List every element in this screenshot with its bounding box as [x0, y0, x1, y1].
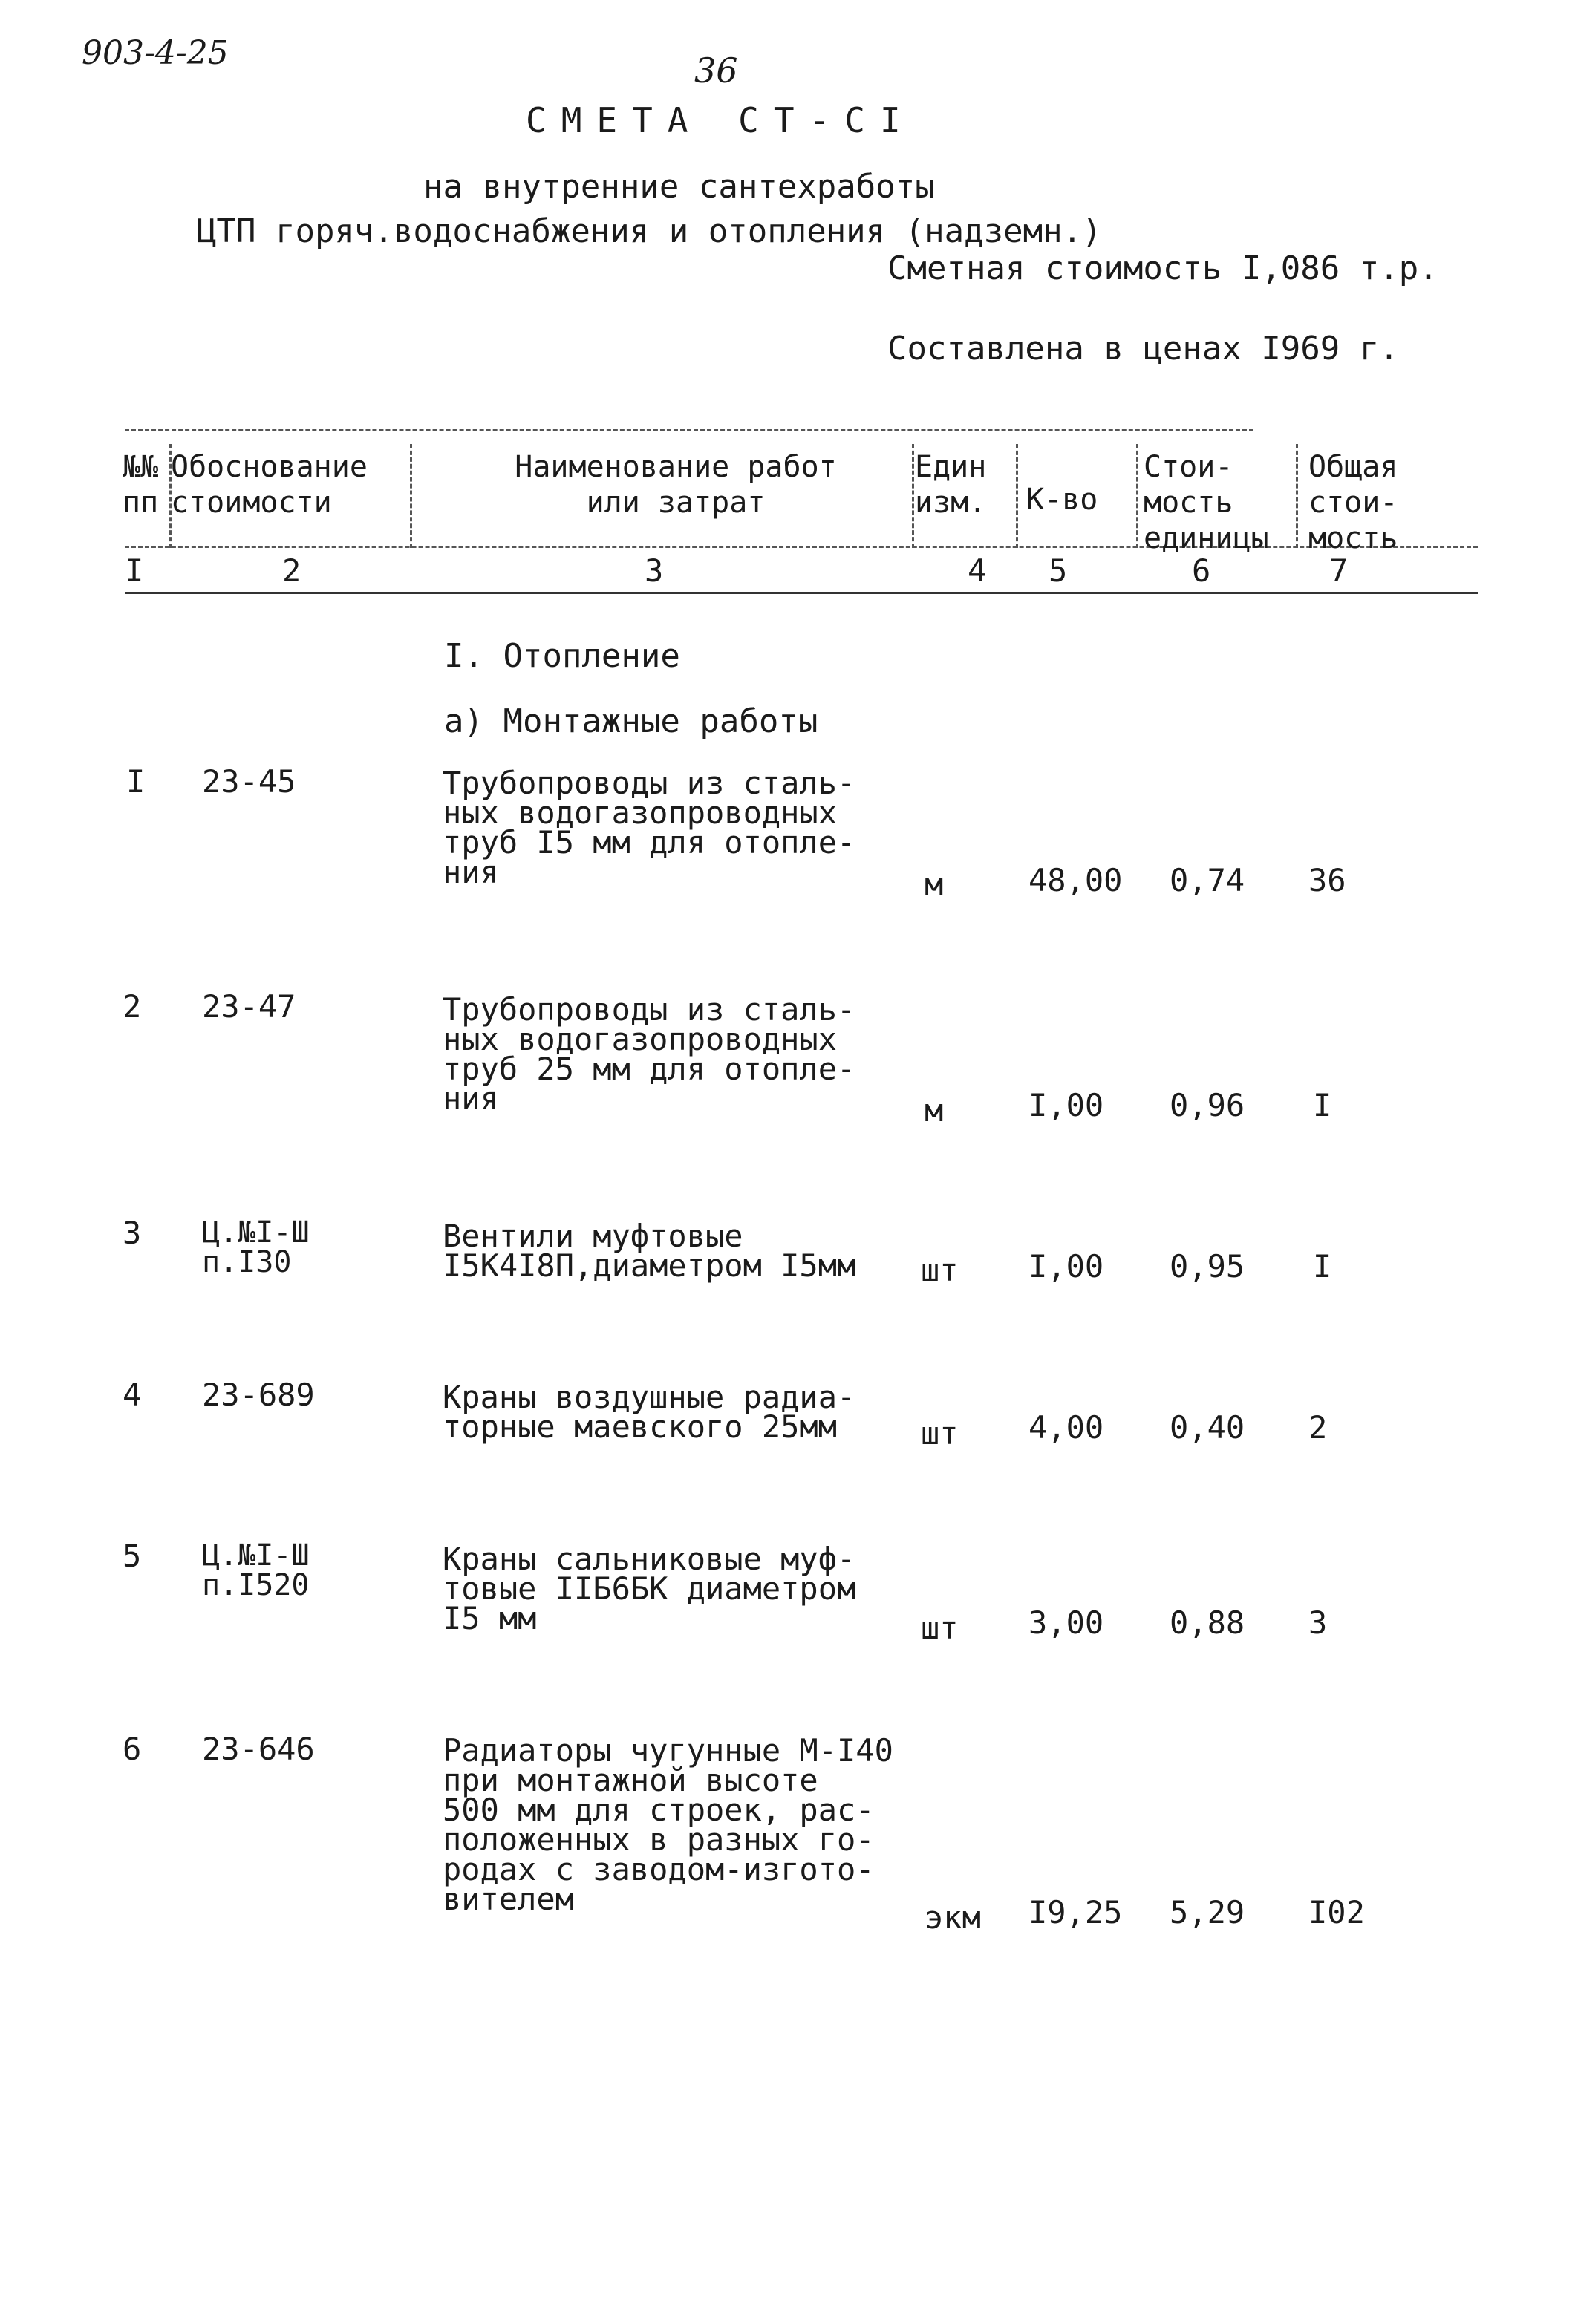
column-number: 3 — [645, 552, 664, 589]
column-separator — [912, 444, 914, 548]
table-top-rule — [125, 429, 1253, 431]
row-number: 6 — [123, 1731, 142, 1767]
prices-year: Составлена в ценах I969 г. — [887, 330, 1399, 368]
subtitle-works: на внутренние сантехработы — [423, 168, 935, 206]
column-separator — [1296, 444, 1298, 548]
row-unit: шт — [921, 1610, 959, 1646]
page-number: 36 — [694, 50, 738, 91]
row-unit-cost: 0,95 — [1170, 1248, 1245, 1285]
row-total: 3 — [1308, 1605, 1328, 1641]
column-separator — [1016, 444, 1018, 548]
row-total: 2 — [1308, 1409, 1328, 1446]
header-col-total: Общая стои- мость — [1308, 450, 1398, 555]
row-unit: шт — [921, 1415, 959, 1452]
column-separator — [169, 444, 172, 548]
row-quantity: 4,00 — [1028, 1409, 1104, 1446]
row-unit-cost: 0,96 — [1170, 1087, 1245, 1123]
row-total: I02 — [1308, 1894, 1365, 1930]
row-basis: 23-689 — [202, 1377, 315, 1413]
row-total: I — [1313, 1087, 1332, 1123]
column-number: 2 — [282, 552, 301, 589]
row-total: I — [1313, 1248, 1332, 1285]
header-col-unit-cost: Стои- мость единицы — [1144, 450, 1269, 555]
row-unit-cost: 0,74 — [1170, 862, 1245, 898]
subtitle-object: ЦТП горяч.водоснабжения и отопления (надземн.) — [197, 212, 1102, 250]
row-quantity: I,00 — [1028, 1087, 1104, 1123]
row-unit: шт — [921, 1252, 959, 1288]
header-bottom-rule — [125, 546, 1478, 548]
row-unit-cost: 0,88 — [1170, 1605, 1245, 1641]
row-number: 4 — [123, 1377, 142, 1413]
row-basis: Ц.№I-Ш п.I520 — [202, 1538, 310, 1602]
row-name: Краны сальниковые муф- товые IIБ6БК диаметром I5 мм — [443, 1541, 856, 1636]
column-number: I — [125, 552, 144, 589]
subsection-heading: а) Монтажные работы — [444, 702, 818, 740]
column-number: 7 — [1329, 552, 1349, 589]
column-number: 5 — [1049, 552, 1068, 589]
section-heading: I. Отопление — [444, 637, 680, 675]
column-separator — [410, 444, 412, 548]
header-col-name: Наименование работ или затрат — [515, 450, 837, 520]
row-basis: Ц.№I-Ш п.I30 — [202, 1215, 310, 1279]
row-number: I — [126, 763, 146, 800]
column-number: 6 — [1192, 552, 1211, 589]
column-separator — [1136, 444, 1138, 548]
row-basis: 23-45 — [202, 763, 296, 800]
column-numbers-rule — [125, 592, 1478, 594]
row-quantity: I,00 — [1028, 1248, 1104, 1285]
row-name: Вентили муфтовые I5К4I8П,диаметром I5мм — [443, 1218, 856, 1284]
row-basis: 23-47 — [202, 988, 296, 1025]
row-number: 5 — [123, 1538, 142, 1574]
row-unit: экм — [925, 1899, 981, 1936]
row-quantity: 48,00 — [1028, 862, 1123, 898]
row-quantity: 3,00 — [1028, 1605, 1104, 1641]
row-number: 2 — [123, 988, 142, 1025]
row-name: Трубопроводы из сталь- ных водогазопроводных труб I5 мм для отопле- ния — [443, 765, 856, 890]
header-col-unit: Един изм. — [915, 450, 987, 520]
header-col-number: №№ пп — [123, 450, 159, 520]
row-quantity: I9,25 — [1028, 1894, 1123, 1930]
header-col-basis: Обоснование стоимости — [171, 450, 368, 520]
row-unit: м — [925, 1092, 944, 1129]
row-unit-cost: 0,40 — [1170, 1409, 1245, 1446]
estimate-cost: Сметная стоимость I,086 т.р. — [887, 249, 1438, 287]
document-code: 903-4-25 — [82, 34, 229, 72]
row-name: Радиаторы чугунные М-I40 при монтажной высоте 500 мм для строек, рас- положенных в разных го- родах с заводом-изгото- вителем — [443, 1732, 893, 1917]
row-number: 3 — [123, 1215, 142, 1251]
column-number: 4 — [968, 552, 987, 589]
document-title: СМЕТА СТ-СI — [526, 100, 916, 140]
row-name: Трубопроводы из сталь- ных водогазопроводных труб 25 мм для отопле- ния — [443, 991, 856, 1117]
row-unit-cost: 5,29 — [1170, 1894, 1245, 1930]
header-col-quantity: К-во — [1026, 483, 1098, 517]
row-total: 36 — [1308, 862, 1346, 898]
row-basis: 23-646 — [202, 1731, 315, 1767]
row-unit: м — [925, 866, 944, 902]
row-name: Краны воздушные радиа- торные маевского 25мм — [443, 1379, 856, 1445]
